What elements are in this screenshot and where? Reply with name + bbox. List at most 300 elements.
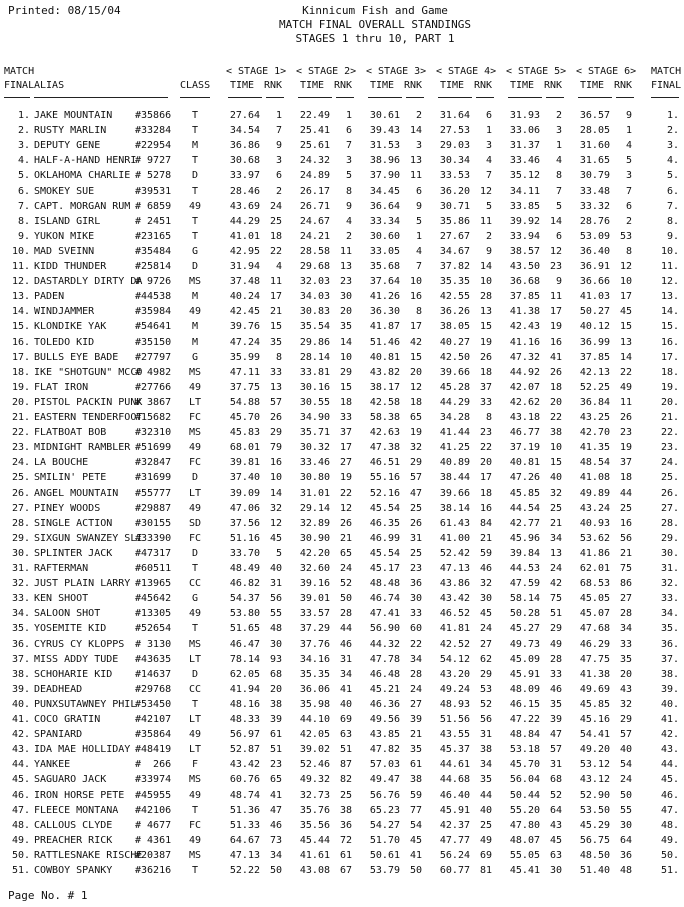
cell-stage-2-time: 35.35 <box>299 668 330 680</box>
cell-stage-2-time: 42.20 <box>299 547 330 559</box>
cell-stage-6-rank: 53 <box>619 230 632 242</box>
cell-alias: OKLAHOMA CHARLIE <box>34 170 131 182</box>
cell-final-place: 27. <box>11 502 30 514</box>
cell-stage-1-rank: 11 <box>269 276 282 288</box>
cell-member-number: #52654 <box>135 623 172 635</box>
cell-stage-1-time: 53.80 <box>229 608 260 620</box>
cell-member-number: #39531 <box>135 185 172 197</box>
header-stage-4: < STAGE 4> <box>436 66 497 77</box>
cell-stage-2-rank: 52 <box>339 578 352 590</box>
cell-stage-5-time: 36.68 <box>509 276 540 288</box>
cell-stage-3-time: 51.46 <box>369 336 400 348</box>
cell-stage-4-rank: 56 <box>479 714 492 725</box>
cell-stage-3-time: 56.76 <box>369 789 400 801</box>
cell-stage-2-rank: 2 <box>345 230 352 242</box>
cell-alias: TOLEDO KID <box>34 336 95 348</box>
cell-stage-5-rank: 38 <box>549 427 562 439</box>
cell-match-final: 44. <box>660 759 679 771</box>
cell-match-final: 10. <box>660 245 679 257</box>
cell-stage-1-time: 47.24 <box>229 336 260 348</box>
header-stage-4-rnk: RNK <box>474 80 493 91</box>
cell-class: D <box>191 261 199 272</box>
cell-stage-3-rank: 25 <box>409 502 422 514</box>
cell-match-final: 13. <box>660 291 679 303</box>
cell-alias: PINEY WOODS <box>34 502 101 514</box>
cell-class: T <box>191 185 199 197</box>
cell-stage-5-rank: 19 <box>549 321 562 333</box>
cell-class: G <box>191 351 199 363</box>
cell-alias: SAGUARO JACK <box>34 774 107 786</box>
cell-stage-4-rank: 35 <box>479 774 492 786</box>
cell-stage-2-rank: 61 <box>339 849 352 861</box>
cell-final-place: 37. <box>11 653 30 665</box>
cell-stage-6-rank: 20 <box>619 668 632 680</box>
cell-stage-6-time: 41.08 <box>579 472 610 484</box>
cell-class: MS <box>188 366 202 378</box>
cell-stage-3-time: 44.32 <box>369 638 400 650</box>
cell-final-place: 49. <box>11 834 30 846</box>
cell-final-place: 32. <box>11 578 30 590</box>
cell-stage-2-rank: 44 <box>339 623 352 635</box>
cell-final-place: 5. <box>17 170 30 182</box>
cell-stage-5-rank: 25 <box>549 502 562 514</box>
cell-stage-6-rank: 19 <box>619 442 632 454</box>
cell-member-number: #45642 <box>135 593 172 605</box>
cell-member-number: # 266 <box>135 759 172 771</box>
cell-stage-3-rank: 13 <box>409 155 422 167</box>
header-stage-5: < STAGE 5> <box>506 66 567 77</box>
cell-stage-5-rank: 10 <box>549 442 562 454</box>
cell-stage-4-time: 42.52 <box>439 638 470 650</box>
cell-stage-2-time: 33.57 <box>299 608 330 620</box>
cell-stage-6-rank: 30 <box>619 819 632 831</box>
cell-stage-6-rank: 33 <box>619 638 632 650</box>
cell-stage-1-time: 54.88 <box>229 396 260 408</box>
cell-stage-4-rank: 24 <box>479 623 492 635</box>
cell-stage-6-rank: 32 <box>619 698 632 710</box>
cell-final-place: 43. <box>11 744 30 756</box>
cell-stage-2-rank: 8 <box>345 185 352 197</box>
cell-stage-5-time: 37.85 <box>509 291 540 303</box>
cell-stage-3-time: 33.05 <box>369 245 400 257</box>
cell-match-final: 27. <box>660 502 679 514</box>
cell-stage-3-time: 36.64 <box>369 200 400 212</box>
cell-stage-3-time: 47.78 <box>369 653 400 665</box>
cell-stage-2-rank: 19 <box>339 472 352 484</box>
cell-class: MS <box>188 427 202 439</box>
cell-stage-4-rank: 5 <box>485 200 492 212</box>
cell-match-final: 9. <box>666 230 679 242</box>
cell-stage-4-rank: 18 <box>479 366 492 378</box>
cell-alias: DASTARDLY DIRTY DA <box>34 276 143 288</box>
cell-stage-3-time: 35.68 <box>369 261 400 272</box>
cell-stage-3-time: 49.47 <box>369 774 400 786</box>
cell-stage-3-rank: 25 <box>409 547 422 559</box>
cell-class: MS <box>188 774 202 786</box>
cell-stage-6-rank: 9 <box>625 110 632 121</box>
cell-stage-5-rank: 46 <box>549 683 562 695</box>
cell-stage-2-time: 28.14 <box>299 351 330 363</box>
cell-stage-1-time: 37.56 <box>229 517 260 529</box>
cell-stage-3-time: 46.48 <box>369 668 400 680</box>
cell-alias: SIXGUN SWANZEY SLI <box>34 532 143 544</box>
cell-stage-1-rank: 23 <box>269 759 282 771</box>
cell-stage-6-time: 45.16 <box>579 714 610 725</box>
cell-stage-2-time: 30.80 <box>299 472 330 484</box>
cell-stage-5-rank: 39 <box>549 714 562 725</box>
cell-stage-1-rank: 39 <box>269 714 282 725</box>
cell-stage-3-rank: 34 <box>409 653 422 665</box>
underline-stage-4-time <box>438 97 472 98</box>
cell-stage-3-rank: 12 <box>409 381 422 393</box>
cell-match-final: 7. <box>666 200 679 212</box>
cell-member-number: #30155 <box>135 517 172 529</box>
cell-match-final: 30. <box>660 547 679 559</box>
cell-match-final: 37. <box>660 653 679 665</box>
cell-stage-2-rank: 18 <box>339 396 352 408</box>
cell-stage-6-rank: 34 <box>619 623 632 635</box>
cell-stage-3-time: 46.74 <box>369 593 400 605</box>
cell-stage-2-time: 43.08 <box>299 865 330 876</box>
cell-stage-1-rank: 8 <box>275 351 282 363</box>
cell-stage-1-rank: 29 <box>269 427 282 439</box>
cell-stage-5-time: 39.84 <box>509 547 540 559</box>
cell-stage-6-time: 41.86 <box>579 547 610 559</box>
cell-stage-3-rank: 39 <box>409 714 422 725</box>
cell-class: T <box>191 563 199 574</box>
header-stage-5-time: TIME <box>510 80 535 91</box>
cell-stage-5-time: 46.77 <box>509 427 540 439</box>
cell-alias: KEN SHOOT <box>34 593 89 605</box>
cell-stage-6-rank: 48 <box>619 865 632 876</box>
cell-alias: PUNXSUTAWNEY PHIL <box>34 698 137 710</box>
cell-alias: JUST PLAIN LARRY <box>34 578 131 590</box>
cell-stage-5-rank: 34 <box>549 532 562 544</box>
cell-stage-3-time: 45.54 <box>369 502 400 514</box>
cell-stage-3-rank: 23 <box>409 563 422 574</box>
cell-stage-1-rank: 4 <box>275 261 282 272</box>
cell-stage-2-rank: 72 <box>339 834 352 846</box>
cell-member-number: #36216 <box>135 865 172 876</box>
cell-stage-2-time: 30.55 <box>299 396 330 408</box>
cell-stage-2-rank: 65 <box>339 547 352 559</box>
underline-stage-1-time <box>228 97 262 98</box>
cell-stage-5-rank: 26 <box>549 366 562 378</box>
cell-stage-3-rank: 31 <box>409 532 422 544</box>
cell-stage-1-time: 33.70 <box>229 547 260 559</box>
cell-stage-3-rank: 54 <box>409 819 422 831</box>
cell-stage-5-rank: 16 <box>549 336 562 348</box>
cell-stage-4-rank: 25 <box>479 819 492 831</box>
cell-stage-2-rank: 37 <box>339 427 352 439</box>
cell-member-number: #25814 <box>135 261 172 272</box>
underline-class <box>180 97 210 98</box>
cell-member-number: #42107 <box>135 714 172 725</box>
cell-stage-2-time: 35.56 <box>299 819 330 831</box>
cell-stage-5-time: 42.77 <box>509 517 540 529</box>
cell-member-number: #32847 <box>135 457 172 469</box>
cell-stage-3-rank: 47 <box>409 487 422 499</box>
cell-stage-5-time: 35.12 <box>509 170 540 182</box>
cell-stage-5-rank: 11 <box>549 291 562 303</box>
cell-stage-5-rank: 42 <box>549 578 562 590</box>
cell-stage-2-rank: 10 <box>339 351 352 363</box>
cell-stage-5-rank: 40 <box>549 472 562 484</box>
cell-stage-3-rank: 21 <box>409 729 422 741</box>
cell-stage-5-rank: 13 <box>549 547 562 559</box>
cell-stage-2-rank: 36 <box>339 819 352 831</box>
cell-stage-5-time: 38.57 <box>509 245 540 257</box>
cell-final-place: 30. <box>11 547 30 559</box>
cell-final-place: 16. <box>11 336 30 348</box>
cell-stage-4-rank: 20 <box>479 457 492 469</box>
cell-match-final: 25. <box>660 472 679 484</box>
cell-stage-1-rank: 46 <box>269 819 282 831</box>
cell-stage-2-rank: 30 <box>339 291 352 303</box>
cell-stage-3-rank: 42 <box>409 336 422 348</box>
cell-alias: KLONDIKE YAK <box>34 321 107 333</box>
cell-stage-2-rank: 26 <box>339 517 352 529</box>
cell-stage-4-rank: 81 <box>479 865 492 876</box>
cell-stage-3-time: 65.23 <box>369 804 400 816</box>
cell-stage-4-time: 52.42 <box>439 547 470 559</box>
cell-stage-4-time: 43.20 <box>439 668 470 680</box>
cell-stage-6-time: 36.40 <box>579 245 610 257</box>
cell-stage-6-time: 56.75 <box>579 834 610 846</box>
cell-stage-4-time: 36.20 <box>439 185 470 197</box>
cell-stage-3-rank: 59 <box>409 789 422 801</box>
cell-member-number: #15682 <box>135 412 172 423</box>
cell-stage-1-rank: 31 <box>269 578 282 590</box>
cell-stage-1-time: 37.75 <box>229 381 260 393</box>
cell-member-number: #27766 <box>135 381 172 393</box>
cell-stage-5-time: 44.53 <box>509 563 540 574</box>
cell-stage-2-time: 52.46 <box>299 759 330 771</box>
cell-stage-4-time: 36.26 <box>439 306 470 318</box>
cell-stage-6-time: 52.90 <box>579 789 610 801</box>
cell-stage-4-time: 43.42 <box>439 593 470 605</box>
cell-stage-1-rank: 2 <box>275 185 282 197</box>
cell-alias: RATTLESNAKE RISCHE <box>34 849 143 861</box>
cell-stage-6-rank: 3 <box>625 170 632 182</box>
cell-stage-3-rank: 36 <box>409 578 422 590</box>
cell-stage-5-time: 45.41 <box>509 865 540 876</box>
cell-stage-4-rank: 15 <box>479 321 492 333</box>
cell-stage-3-time: 47.38 <box>369 442 400 454</box>
cell-stage-6-rank: 86 <box>619 578 632 590</box>
cell-stage-1-rank: 33 <box>269 366 282 378</box>
cell-stage-5-time: 44.54 <box>509 502 540 514</box>
cell-stage-2-time: 32.89 <box>299 517 330 529</box>
cell-stage-4-rank: 18 <box>479 487 492 499</box>
cell-stage-6-time: 50.27 <box>579 306 610 318</box>
cell-stage-5-time: 47.59 <box>509 578 540 590</box>
cell-stage-2-rank: 87 <box>339 759 352 771</box>
cell-stage-4-rank: 33 <box>479 396 492 408</box>
cell-stage-4-rank: 23 <box>479 427 492 439</box>
cell-stage-3-time: 40.81 <box>369 351 400 363</box>
cell-final-place: 44. <box>11 759 30 771</box>
cell-stage-1-rank: 16 <box>269 457 282 469</box>
header-stage-6-rnk: RNK <box>614 80 633 91</box>
cell-stage-4-time: 35.35 <box>439 276 470 288</box>
cell-stage-3-time: 38.17 <box>369 381 400 393</box>
underline-stage-6-time <box>578 97 612 98</box>
cell-stage-5-rank: 32 <box>549 487 562 499</box>
cell-class: LT <box>188 744 202 756</box>
cell-alias: FLAT IRON <box>34 381 89 393</box>
cell-stage-4-time: 56.24 <box>439 849 470 861</box>
cell-match-final: 17. <box>660 351 679 363</box>
cell-member-number: # 4982 <box>135 366 172 378</box>
cell-stage-2-time: 29.14 <box>299 502 330 514</box>
cell-stage-2-rank: 20 <box>339 306 352 318</box>
cell-stage-3-rank: 11 <box>409 170 422 182</box>
cell-stage-1-time: 45.83 <box>229 427 260 439</box>
cell-member-number: #33974 <box>135 774 172 786</box>
cell-stage-1-rank: 12 <box>269 517 282 529</box>
cell-stage-4-time: 38.14 <box>439 502 470 514</box>
cell-stage-3-time: 45.17 <box>369 563 400 574</box>
cell-stage-1-time: 68.01 <box>229 442 260 454</box>
cell-stage-1-time: 46.47 <box>229 638 260 650</box>
cell-match-final: 18. <box>660 366 679 378</box>
cell-stage-1-time: 44.29 <box>229 215 260 227</box>
cell-stage-6-time: 28.76 <box>579 215 610 227</box>
cell-stage-1-time: 78.14 <box>229 653 260 665</box>
cell-stage-5-rank: 75 <box>549 593 562 605</box>
cell-stage-6-time: 43.24 <box>579 502 610 514</box>
cell-member-number: #23165 <box>135 230 172 242</box>
cell-class: F <box>191 759 199 771</box>
cell-stage-6-time: 45.85 <box>579 698 610 710</box>
cell-stage-2-time: 36.06 <box>299 683 330 695</box>
cell-stage-1-time: 33.97 <box>229 170 260 182</box>
cell-stage-5-rank: 8 <box>555 170 562 182</box>
cell-member-number: #54641 <box>135 321 172 333</box>
cell-stage-6-rank: 44 <box>619 487 632 499</box>
cell-stage-2-rank: 35 <box>339 321 352 333</box>
cell-stage-5-time: 50.44 <box>509 789 540 801</box>
cell-member-number: # 5278 <box>135 170 172 182</box>
cell-stage-1-rank: 24 <box>269 200 282 212</box>
cell-stage-5-time: 47.26 <box>509 472 540 484</box>
cell-stage-1-rank: 7 <box>275 125 282 137</box>
cell-final-place: 9. <box>17 230 30 242</box>
cell-stage-3-time: 43.85 <box>369 729 400 741</box>
cell-stage-4-time: 41.25 <box>439 442 470 454</box>
cell-stage-5-time: 45.27 <box>509 623 540 635</box>
cell-match-final: 32. <box>660 578 679 590</box>
cell-stage-4-rank: 69 <box>479 849 492 861</box>
cell-final-place: 14. <box>11 306 30 318</box>
cell-stage-2-rank: 23 <box>339 276 352 288</box>
cell-stage-2-rank: 25 <box>339 789 352 801</box>
cell-stage-5-time: 47.32 <box>509 351 540 363</box>
cell-stage-1-time: 39.76 <box>229 321 260 333</box>
cell-match-final: 21. <box>660 412 679 423</box>
cell-stage-3-rank: 45 <box>409 834 422 846</box>
cell-stage-5-time: 48.07 <box>509 834 540 846</box>
cell-class: 49 <box>188 200 202 212</box>
cell-stage-1-rank: 41 <box>269 789 282 801</box>
cell-member-number: #60511 <box>135 563 172 574</box>
cell-stage-4-rank: 34 <box>479 759 492 771</box>
header-stage-2-time: TIME <box>300 80 325 91</box>
cell-member-number: #31699 <box>135 472 172 484</box>
cell-stage-6-rank: 56 <box>619 532 632 544</box>
cell-stage-1-time: 48.16 <box>229 698 260 710</box>
cell-final-place: 29. <box>11 532 30 544</box>
cell-member-number: #43635 <box>135 653 172 665</box>
cell-stage-3-rank: 17 <box>409 321 422 333</box>
cell-stage-1-time: 48.33 <box>229 714 260 725</box>
cell-final-place: 45. <box>11 774 30 786</box>
cell-alias: MAD SVEINN <box>34 245 95 257</box>
cell-stage-4-rank: 14 <box>479 261 492 272</box>
cell-final-place: 41. <box>11 714 30 725</box>
cell-stage-6-time: 53.62 <box>579 532 610 544</box>
cell-stage-6-rank: 28 <box>619 608 632 620</box>
cell-stage-2-time: 25.41 <box>299 125 330 137</box>
cell-stage-5-time: 45.70 <box>509 759 540 771</box>
cell-match-final: 1. <box>666 110 679 121</box>
cell-stage-4-time: 27.67 <box>439 230 470 242</box>
cell-alias: MISS ADDY TUDE <box>34 653 119 665</box>
cell-stage-1-time: 41.94 <box>229 683 260 695</box>
cell-class: M <box>191 321 199 333</box>
cell-alias: IDA MAE HOLLIDAY <box>34 744 131 756</box>
cell-stage-3-rank: 4 <box>415 245 422 257</box>
cell-alias: SCHOHARIE KID <box>34 668 113 680</box>
cell-stage-6-rank: 40 <box>619 744 632 756</box>
cell-alias: SMOKEY SUE <box>34 185 95 197</box>
cell-stage-1-rank: 15 <box>269 321 282 333</box>
cell-stage-3-time: 30.60 <box>369 230 400 242</box>
cell-final-place: 42. <box>11 729 30 741</box>
cell-class: FC <box>188 819 202 831</box>
cell-alias: BULLS EYE BADE <box>34 351 119 363</box>
cell-stage-1-rank: 51 <box>269 744 282 756</box>
cell-stage-1-rank: 45 <box>269 532 282 544</box>
cell-final-place: 13. <box>11 291 30 303</box>
header-stage-1: < STAGE 1> <box>226 66 287 77</box>
cell-stage-2-time: 24.21 <box>299 230 330 242</box>
cell-stage-3-time: 41.26 <box>369 291 400 303</box>
cell-final-place: 26. <box>11 487 30 499</box>
cell-stage-3-time: 31.53 <box>369 140 400 152</box>
cell-stage-5-time: 39.92 <box>509 215 540 227</box>
cell-stage-5-time: 33.94 <box>509 230 540 242</box>
cell-stage-4-rank: 44 <box>479 789 492 801</box>
cell-final-place: 17. <box>11 351 30 363</box>
report-subtitle: STAGES 1 thru 10, PART 1 <box>295 32 455 45</box>
cell-stage-1-time: 51.65 <box>229 623 260 635</box>
cell-class: 49 <box>188 608 202 620</box>
cell-stage-6-rank: 45 <box>619 306 632 318</box>
cell-stage-2-time: 24.67 <box>299 215 330 227</box>
cell-match-final: 31. <box>660 563 679 574</box>
cell-stage-5-rank: 45 <box>549 834 562 846</box>
cell-stage-6-rank: 27 <box>619 593 632 605</box>
cell-class: FC <box>188 412 202 423</box>
cell-stage-5-time: 33.06 <box>509 125 540 137</box>
cell-stage-5-rank: 18 <box>549 381 562 393</box>
cell-stage-6-time: 28.05 <box>579 125 610 137</box>
cell-member-number: # 2451 <box>135 215 172 227</box>
cell-class: T <box>191 110 199 121</box>
cell-stage-1-time: 56.97 <box>229 729 260 741</box>
